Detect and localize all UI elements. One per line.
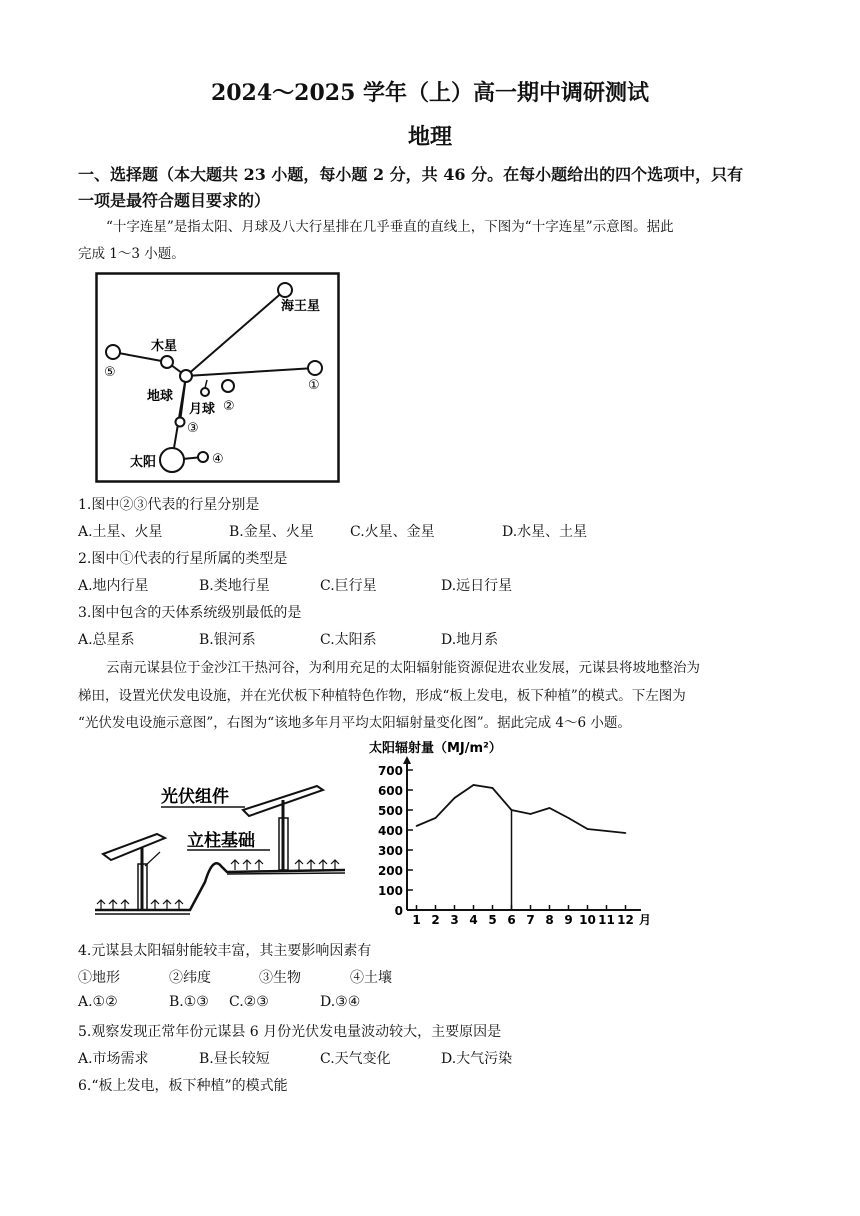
passage1-line1: “十字连星”是指太阳、月球及八大行星排在几乎垂直的直线上，下图为“十字连星”示意图。据此 — [106, 219, 674, 235]
x-tick-label: 9 — [564, 913, 573, 927]
x-tick-label: 8 — [545, 913, 554, 927]
ground-line-upper — [227, 873, 345, 874]
y-tick-label: 0 — [394, 904, 403, 918]
q3-option-b: B.银河系 — [199, 632, 256, 648]
q5-option-d: D.大气污染 — [441, 1051, 513, 1067]
data-point — [530, 813, 532, 815]
q1-option-d: D.水星、土星 — [502, 524, 588, 540]
section-heading-line2: 一项是最符合题目要求的） — [78, 191, 271, 210]
pv-facility-diagram — [95, 770, 350, 920]
passage2-line3: “光伏发电设施示意图”，右图为“该地多年月平均太阳辐射量变化图”。据此完成 4～6 小题。 — [78, 715, 631, 731]
q5-option-a: A.市场需求 — [78, 1051, 149, 1067]
x-tick-label: 1 — [412, 913, 421, 927]
label-2: ② — [223, 399, 235, 414]
q2-option-d: D.远日行星 — [441, 578, 513, 594]
x-tick-label: 11 — [598, 913, 615, 927]
x-tick-label: 5 — [488, 913, 497, 927]
moon-circle — [201, 388, 209, 396]
y-tick-label: 500 — [377, 804, 403, 818]
x-tick-label: 12 — [617, 913, 634, 927]
q4-factor-3: ③生物 — [259, 970, 301, 986]
label-pillar-base: 立柱基础 — [187, 831, 255, 851]
series-line — [417, 785, 626, 833]
earth-circle — [180, 370, 192, 382]
label-neptune: 海王星 — [281, 299, 321, 314]
data-point — [568, 817, 570, 819]
alignment-line-neptune — [186, 290, 285, 376]
q5-stem: 5.观察发现正常年份元谋县 6 月份光伏发电量波动较大，主要原因是 — [78, 1024, 502, 1040]
chart-axes — [378, 756, 651, 927]
q4-factor-2: ②纬度 — [169, 970, 211, 986]
data-point — [625, 832, 627, 834]
q2-stem: 2.图中①代表的行星所属的类型是 — [78, 551, 288, 567]
q3-option-d: D.地月系 — [441, 632, 499, 648]
label-sun: 太阳 — [130, 455, 157, 470]
moon-tick — [205, 380, 207, 388]
passage1-line2: 完成 1～3 小题。 — [78, 246, 185, 262]
label-4: ④ — [212, 452, 224, 467]
passage2-line1: 云南元谋县位于金沙江干热河谷，为利用充足的太阳辐射能资源促进农业发展，元谋县将坡地整治为 — [106, 660, 700, 676]
subject-title: 地理 — [407, 124, 452, 150]
solar-radiation-chart — [365, 738, 655, 930]
q4-option-b: B.①③ — [169, 994, 209, 1010]
q2-option-b: B.类地行星 — [199, 578, 270, 594]
x-tick-label: 3 — [450, 913, 459, 927]
q4-option-c: C.②③ — [229, 994, 269, 1010]
y-tick-label: 400 — [377, 824, 403, 838]
x-axis-unit: 月 — [639, 913, 652, 927]
x-tick-label: 2 — [431, 913, 440, 927]
q4-factor-1: ①地形 — [78, 970, 120, 986]
q1-option-c: C.火星、金星 — [350, 524, 435, 540]
q1-option-a: A.土星、火星 — [78, 524, 163, 540]
q4-option-a: A.①② — [78, 994, 118, 1010]
jupiter-circle — [161, 356, 173, 368]
alignment-line-horizontal — [186, 368, 315, 376]
x-tick-label: 10 — [579, 913, 596, 927]
terraced-slope — [95, 863, 345, 910]
crops-upper — [231, 860, 339, 870]
data-point — [435, 817, 437, 819]
label-moon: 月球 — [189, 402, 216, 417]
y-axis-arrow — [403, 756, 411, 764]
label-3: ③ — [187, 421, 199, 436]
label-1: ① — [308, 378, 320, 393]
q4-option-d: D.③④ — [320, 994, 361, 1010]
x-tick-label: 4 — [469, 913, 478, 927]
data-point — [454, 797, 456, 799]
sun-circle — [160, 448, 184, 472]
q2-option-a: A.地内行星 — [78, 578, 149, 594]
planet-4-circle — [198, 452, 208, 462]
q3-stem: 3.图中包含的天体系统级别最低的是 — [78, 605, 302, 621]
planet-1-circle — [308, 361, 322, 375]
label-earth: 地球 — [147, 389, 174, 404]
q5-option-c: C.天气变化 — [320, 1051, 391, 1067]
data-point — [549, 807, 551, 809]
label-jupiter: 木星 — [151, 339, 178, 354]
data-point — [416, 825, 418, 827]
y-tick-label: 700 — [377, 764, 403, 778]
q4-stem: 4.元谋县太阳辐射能较丰富，其主要影响因素有 — [78, 943, 372, 959]
label-5: ⑤ — [104, 365, 116, 380]
q6-stem: 6.“板上发电，板下种植”的模式能 — [78, 1078, 288, 1094]
data-point — [492, 787, 494, 789]
q1-stem: 1.图中②③代表的行星分别是 — [78, 497, 260, 513]
neptune-circle — [278, 283, 292, 297]
data-point — [587, 828, 589, 830]
data-point — [606, 830, 608, 832]
y-tick-label: 200 — [377, 864, 403, 878]
page-title: 2024～2025 学年（上）高一期中调研测试 — [210, 80, 650, 106]
label-pv-module: 光伏组件 — [161, 787, 229, 807]
planet-5-circle — [106, 345, 120, 359]
y-tick-label: 600 — [377, 784, 403, 798]
y-tick-label: 300 — [377, 844, 403, 858]
q2-option-c: C.巨行星 — [320, 578, 377, 594]
planet-3-circle — [176, 418, 185, 427]
q4-factor-4: ④土壤 — [350, 970, 392, 986]
planet-alignment-diagram — [95, 272, 340, 484]
passage2-line2: 梯田，设置光伏发电设施，并在光伏板下种植特色作物，形成“板上发电，板下种植”的模式。下左图为 — [78, 688, 686, 704]
data-point — [473, 784, 475, 786]
q5-option-b: B.昼长较短 — [199, 1051, 270, 1067]
y-tick-label: 100 — [377, 884, 403, 898]
chart-y-label: 太阳辐射量（MJ/m²） — [369, 741, 502, 756]
chart-marks — [416, 784, 627, 910]
q3-option-c: C.太阳系 — [320, 632, 377, 648]
crops-lower — [97, 900, 183, 910]
section-heading-line1: 一、选择题（本大题共 23 小题，每小题 2 分，共 46 分。在每小题给出的四个选项中，只有 — [78, 165, 744, 184]
planet-2-circle — [222, 380, 234, 392]
q3-option-a: A.总星系 — [78, 632, 135, 648]
x-tick-label: 7 — [526, 913, 535, 927]
q1-option-b: B.金星、火星 — [229, 524, 314, 540]
x-tick-label: 6 — [507, 913, 516, 927]
